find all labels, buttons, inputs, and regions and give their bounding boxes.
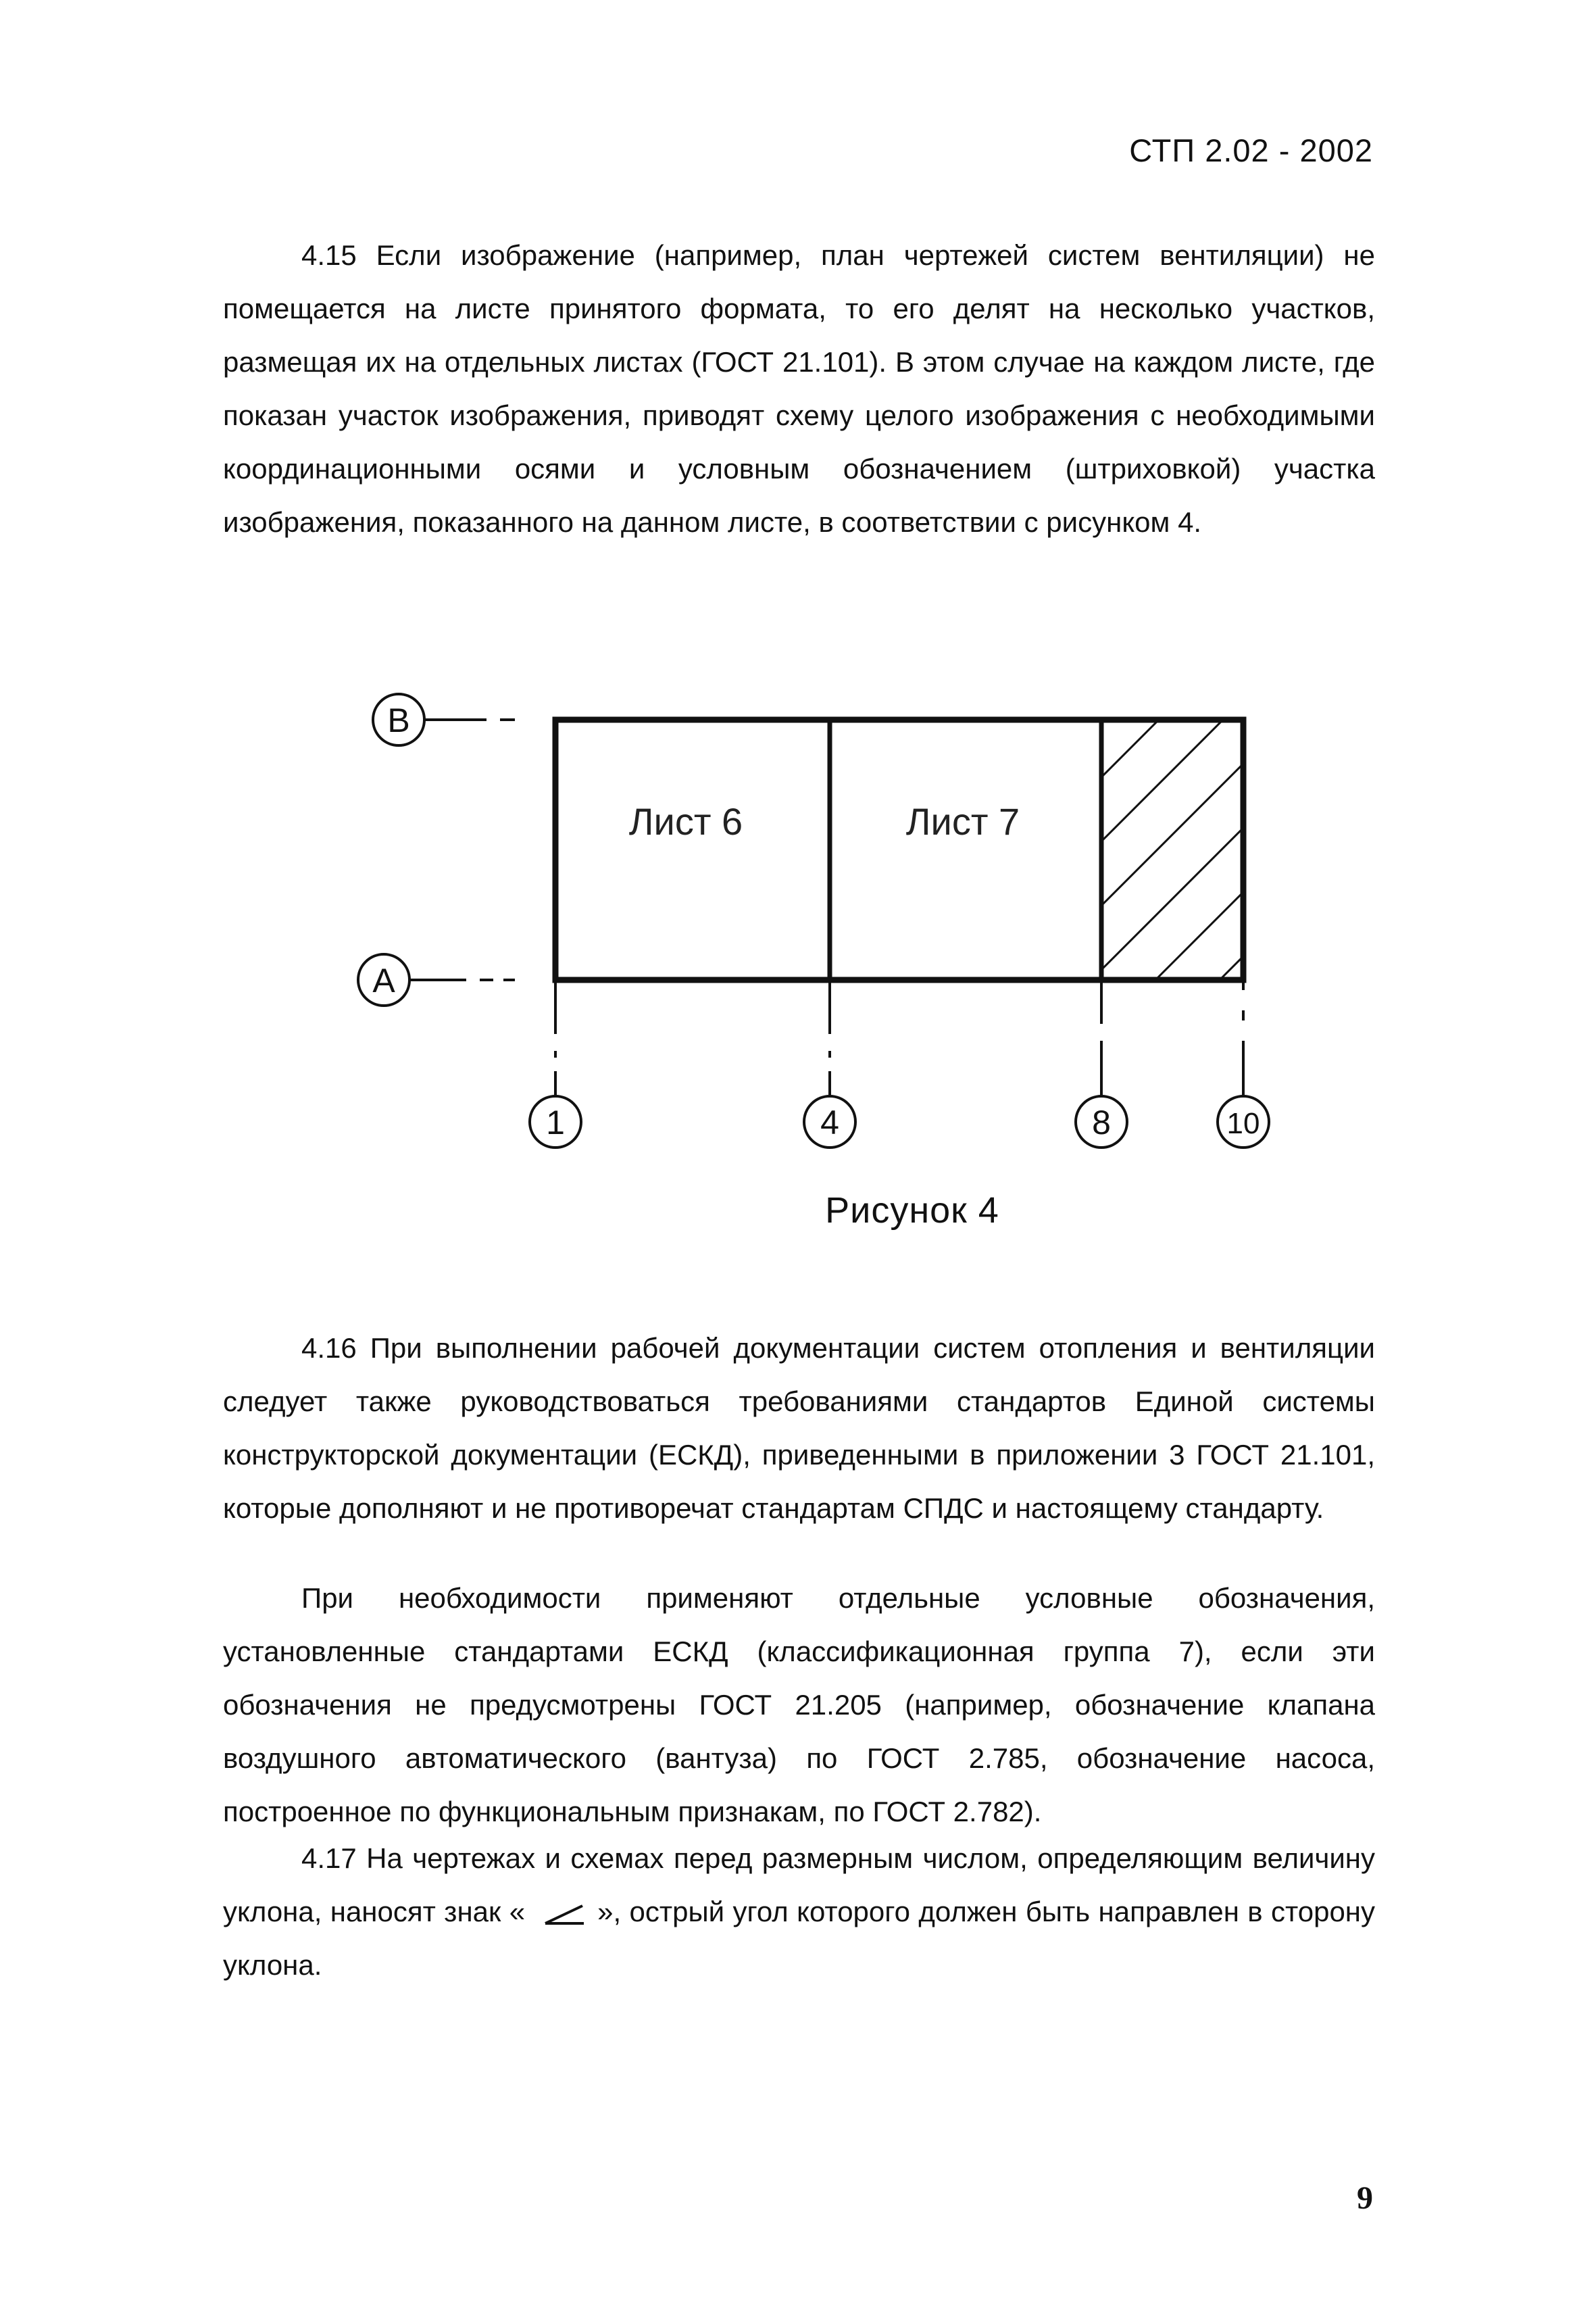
document-code-header: СТП 2.02 - 2002 <box>1129 132 1373 168</box>
axis-label-1: 1 <box>546 1104 565 1141</box>
hatched-current-sheet <box>1054 720 1318 980</box>
axis-col-1 <box>530 980 581 1148</box>
slope-sign-icon <box>542 1900 589 1927</box>
sheet-6-label: Лист 6 <box>628 800 743 843</box>
paragraph-4-15: 4.15 Если изображение (например, план чертежей систем вентиляции) не помещается на листе принятого формата, то его делят на несколько участков, размещая их на отдельных листах (ГОСТ 21.101). В этом случае на каждом листе, где показан участок изображения, приводят схему целого изображения с необходимыми координационными осями и условным обозначением (штриховкой) участка изображения, показанного на данном листе, в соответствии с рисунком 4. <box>223 239 1375 538</box>
axis-label-10: 10 <box>1226 1107 1260 1140</box>
paragraph-4-17-after: », острый угол которого должен быть направлен в сторону уклона. <box>223 1896 1375 1981</box>
axis-label-4: 4 <box>820 1104 839 1141</box>
paragraph-4-16: 4.16 При выполнении рабочей документации систем отопления и вентиляции следует также руководствоваться требованиями стандартов Единой системы конструкторской документации (ЕСКД), приведенными в приложении 3 ГОСТ 21.101, которые дополняют и не противоречат стандартам СПДС и настоящему стандарту. <box>223 1332 1375 1524</box>
axis-label-b: В <box>387 701 410 739</box>
axis-col-8 <box>1076 980 1127 1148</box>
sheet-7-label: Лист 7 <box>905 800 1020 843</box>
figure-4-diagram <box>338 683 1318 1169</box>
page-number: 9 <box>1357 2180 1373 2216</box>
axis-col-4 <box>804 980 855 1148</box>
axis-col-10 <box>1218 980 1269 1148</box>
axis-label-a-text: А <box>372 962 395 1000</box>
paragraph-4-17 <box>223 1831 1375 1992</box>
axis-row-a <box>358 954 515 1006</box>
figure-caption: Рисунок 4 <box>825 1190 999 1231</box>
axis-label-8: 8 <box>1092 1104 1111 1141</box>
axis-row-b <box>373 694 515 745</box>
paragraph-eskd-symbols: При необходимости применяют отдельные условные обозначения, установленные стандартами ЕСКД (классификационная группа 7), если эти обозначения не предусмотрены ГОСТ 21.205 (например, обозначение клапана воздушного автоматического (вантуза) по ГОСТ 2.785, обозначение насоса, построенное по функциональным признакам, по ГОСТ 2.782). <box>223 1582 1375 1827</box>
plan-outline <box>555 720 1243 980</box>
paragraph-4-17-before: 4.17 На чертежах и схемах перед размерным числом, определяющим величину уклона, наносят знак « <box>223 1842 1375 1927</box>
